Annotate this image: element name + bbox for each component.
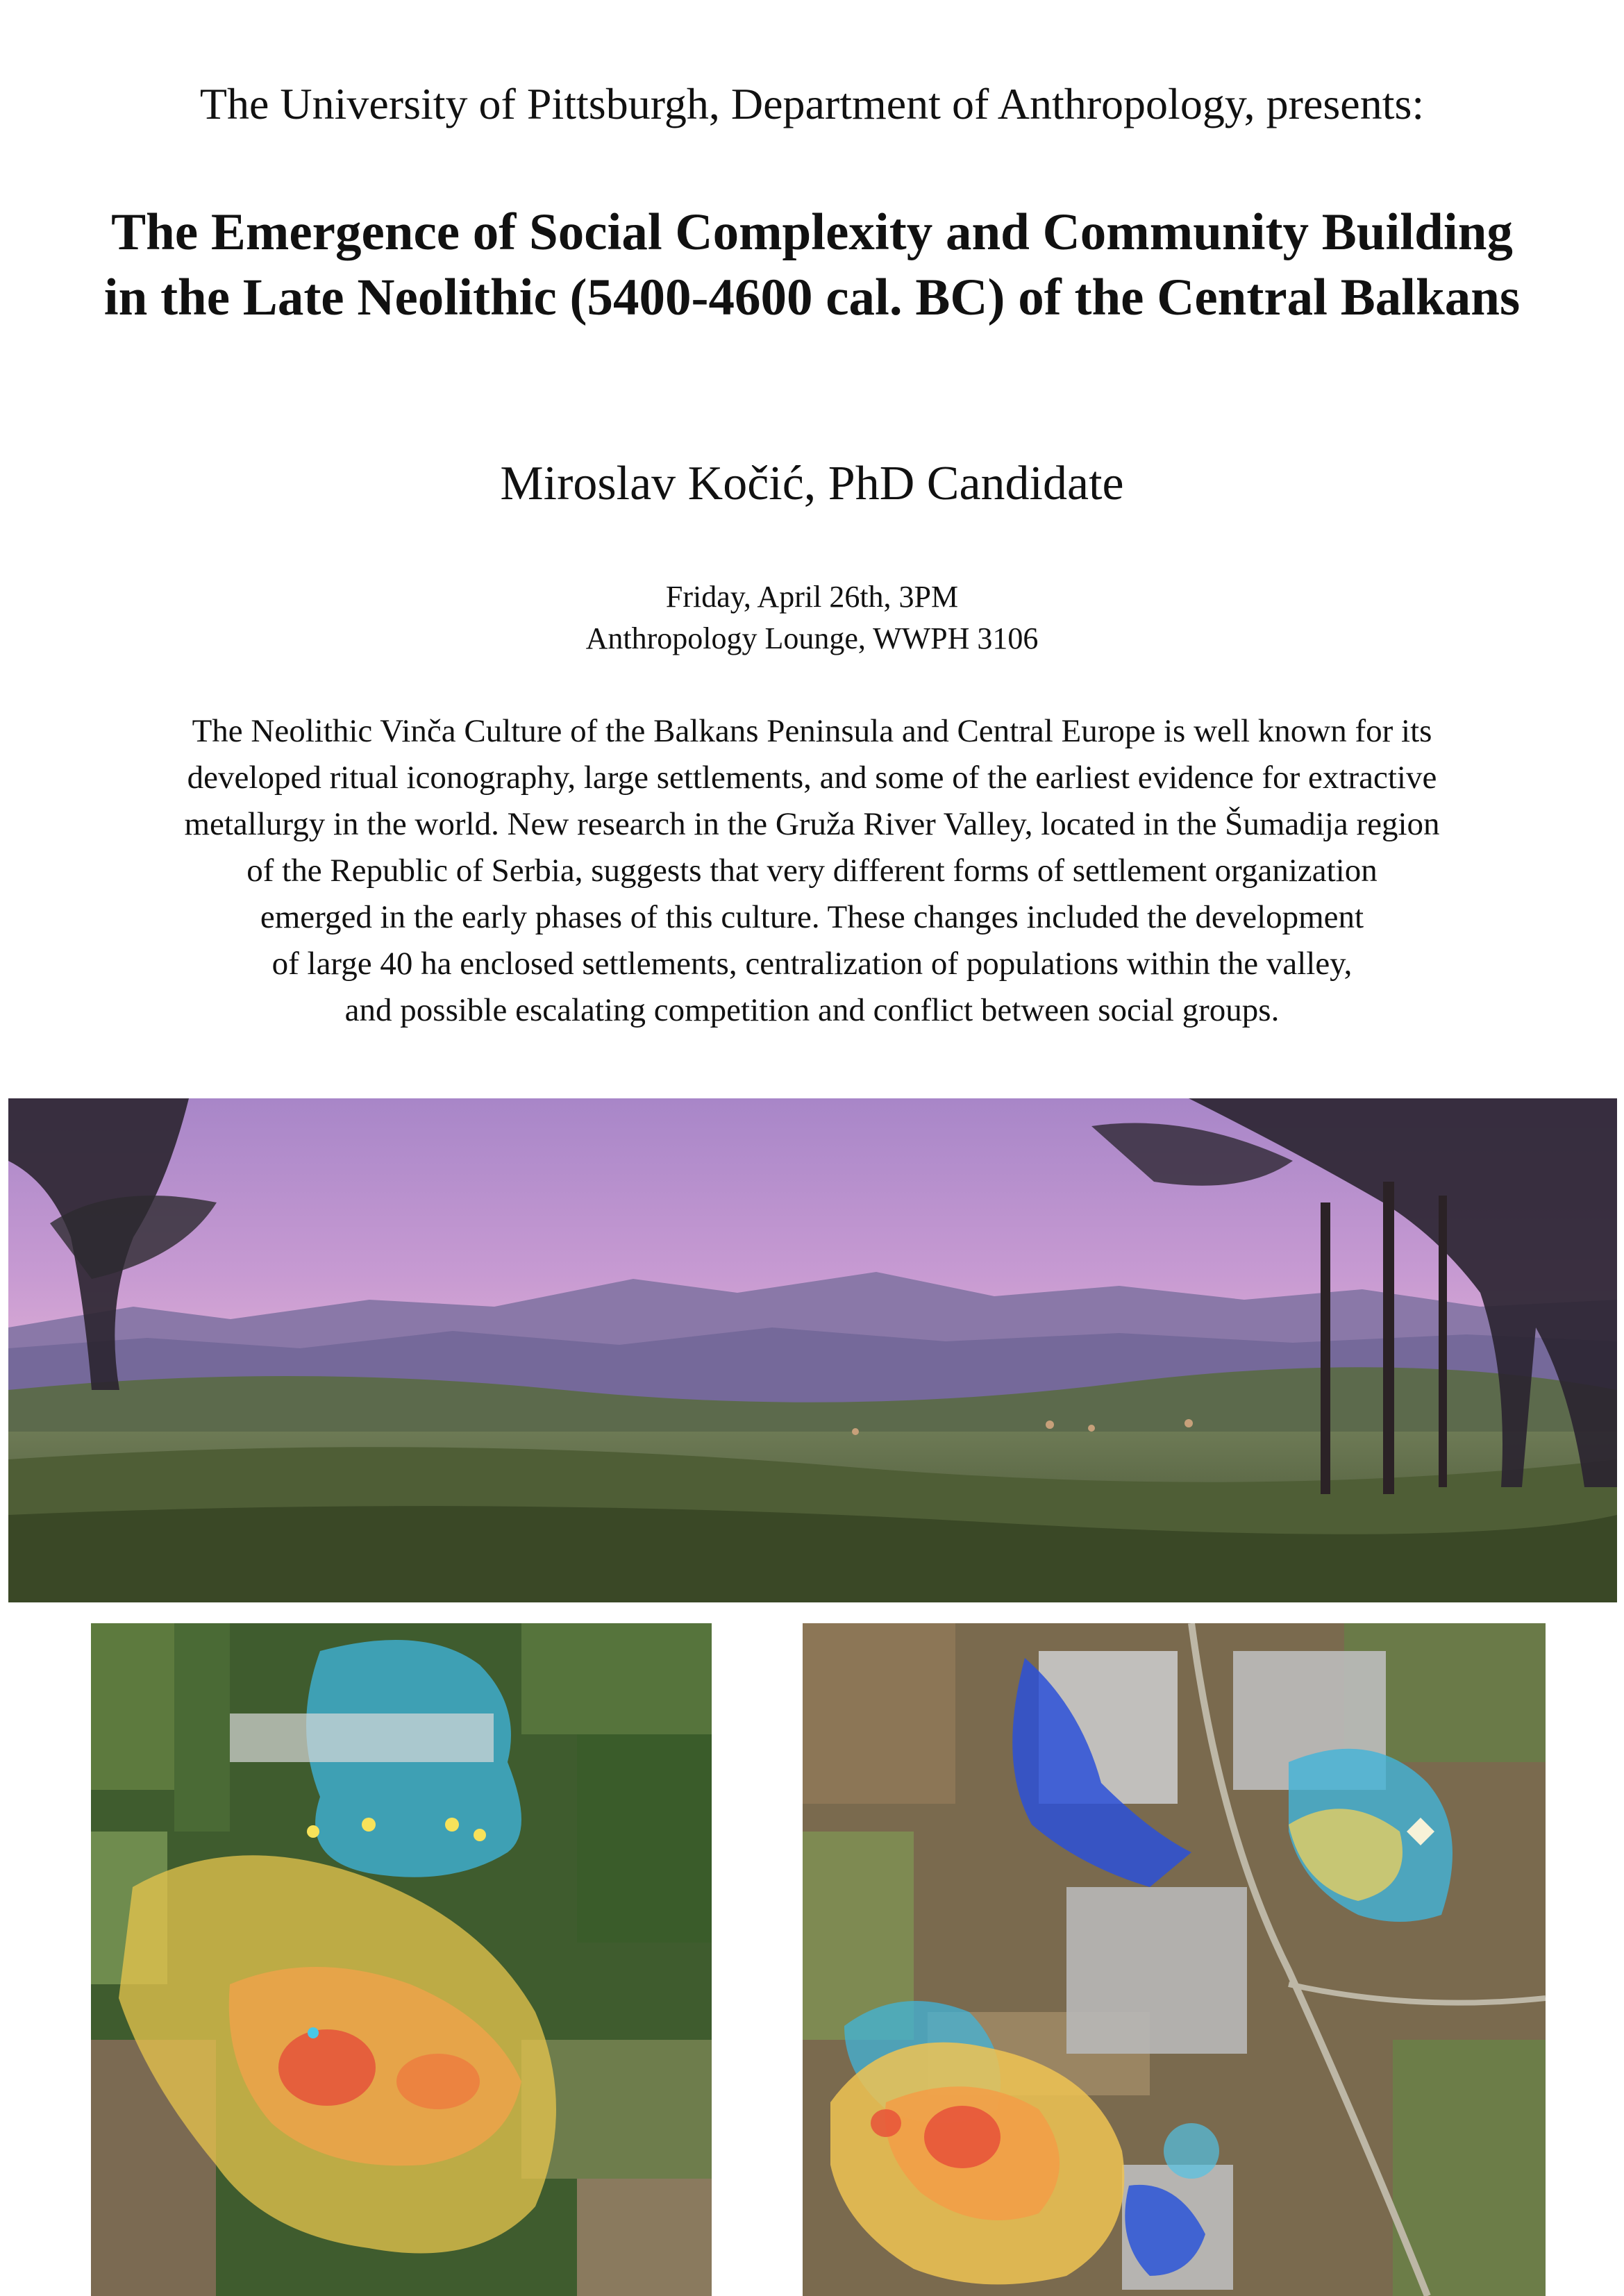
abstract-line: The Neolithic Vinča Culture of the Balkans Peninsula and Central Europe is well known for its (192, 713, 1432, 749)
abstract (42, 708, 1582, 1034)
presenter-line: The University of Pittsburgh, Department of Anthropology, presents: (199, 79, 1425, 128)
talk-title (0, 200, 1624, 330)
talk-title-line-1: The Emergence of Social Complexity and Community Building (111, 203, 1513, 261)
event-datetime: Friday, April 26th, 3PM (665, 580, 959, 614)
abstract-line: and possible escalating competition and conflict between social groups. (344, 992, 1280, 1028)
abstract-line: emerged in the early phases of this culture. These changes included the development (260, 899, 1364, 935)
abstract-line: developed ritual iconography, large settlements, and some of the earliest evidence for extractive (187, 760, 1437, 796)
abstract-line: of the Republic of Serbia, suggests that very different forms of settlement organization (246, 853, 1378, 889)
abstract-line: of large 40 ha enclosed settlements, centralization of populations within the valley, (271, 946, 1353, 982)
event-location: Anthropology Lounge, WWPH 3106 (585, 621, 1039, 655)
abstract-line: metallurgy in the world. New research in the Gruža River Valley, located in the Šumadija region (184, 806, 1440, 842)
talk-title-line-2: in the Late Neolithic (5400-4600 cal. BC) of the Central Balkans (103, 269, 1521, 326)
event-details (0, 576, 1624, 660)
speaker-name: Miroslav Kočić, PhD Candidate (500, 457, 1124, 510)
aerial-survey-map-left (91, 1623, 712, 2296)
landscape-photo (8, 1098, 1617, 1602)
aerial-survey-map-right (803, 1623, 1546, 2296)
